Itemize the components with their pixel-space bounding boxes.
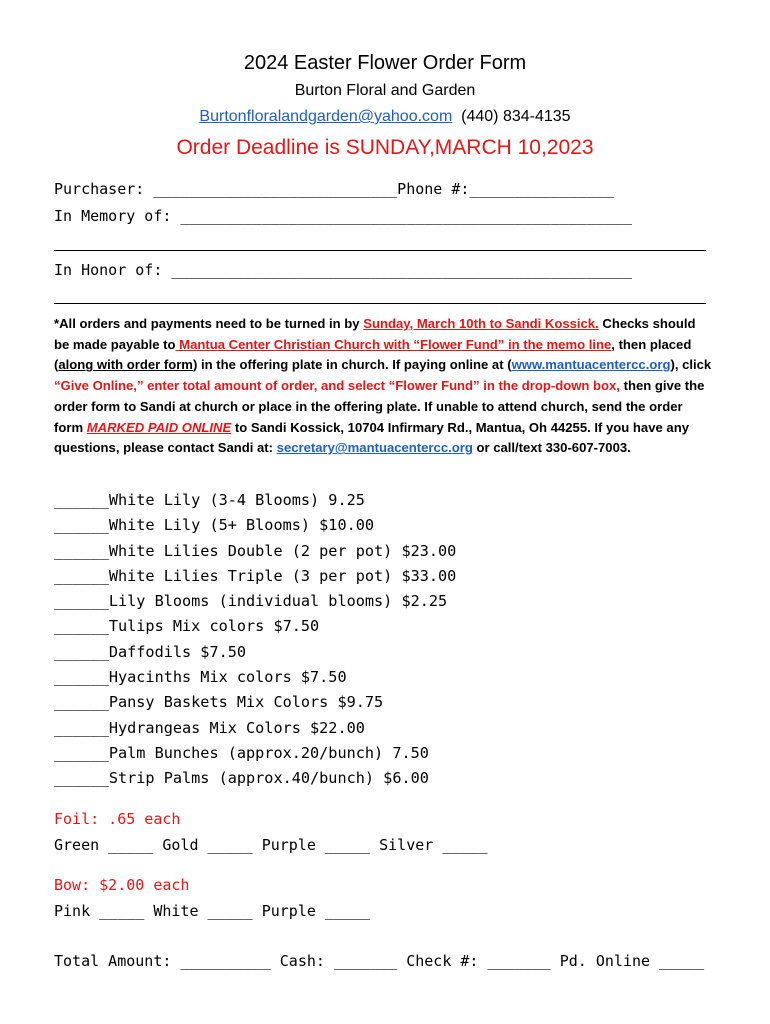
notes-marked-paid: MARKED PAID ONLINE <box>86 419 232 435</box>
church-website-link[interactable]: www.mantuacentercc.org <box>511 357 671 373</box>
list-item[interactable]: ______Hyacinths Mix colors $7.50 <box>54 668 347 687</box>
notes-text: , then placed ( <box>54 336 692 373</box>
memory-extra-line[interactable] <box>54 250 706 251</box>
in-memory-of-line[interactable]: In Memory of: __________________________________________________ <box>54 207 632 225</box>
notes-text: ), click <box>670 357 712 373</box>
notes-emphasis: along with order form <box>58 357 193 373</box>
list-item[interactable]: ______White Lily (3-4 Blooms) 9.25 <box>54 491 365 509</box>
email-link[interactable]: Burtonfloralandgarden@yahoo.com <box>199 108 453 125</box>
flower-item-list <box>54 488 456 792</box>
notes-text: *All orders and payments need to be turned in by <box>54 316 364 331</box>
notes-payable-to: Mantua Center Christian Church with “Flower Fund” in the memo line <box>175 336 612 352</box>
total-amount-line[interactable]: Total Amount: __________ Cash: _______ Check #: _______ Pd. Online _____ <box>54 952 705 970</box>
list-item[interactable]: ______Pansy Baskets Mix Colors $9.75 <box>54 693 384 712</box>
list-item[interactable]: ______Strip Palms (approx.40/bunch) $6.00 <box>54 769 429 788</box>
list-item[interactable]: ______White Lily (5+ Blooms) $10.00 <box>54 516 375 535</box>
list-item[interactable]: ______Palm Bunches (approx.20/bunch) 7.50 <box>54 743 429 762</box>
payment-instructions <box>54 314 714 459</box>
notes-due-date: Sunday, March 10th to Sandi Kossick. <box>363 316 599 331</box>
notes-text: Checks should be made payable to <box>54 316 696 352</box>
list-item[interactable]: ______Hydrangeas Mix Colors $22.00 <box>54 718 365 737</box>
notes-online-instructions: “Give Online,” enter total amount of order, and select “Flower Fund” in the drop-down box, <box>54 378 620 394</box>
notes-text: then give the order form to Sandi at church or place in the offering plate. If unable to attend church, send the order form <box>54 378 705 435</box>
list-item[interactable]: ______Lily Blooms (individual blooms) $2.25 <box>54 592 448 611</box>
bow-title: Bow: $2.00 each <box>54 876 190 894</box>
in-honor-of-line[interactable]: In Honor of: ___________________________________________________ <box>54 261 632 279</box>
bow-options[interactable]: Pink _____ White _____ Purple _____ <box>54 902 371 920</box>
notes-text: to Sandi Kossick, 10704 Infirmary Rd., Mantua, Oh 44255. If you have any questions, please contact Sandi at: <box>54 419 689 456</box>
list-item[interactable]: ______Tulips Mix colors $7.50 <box>54 617 320 636</box>
foil-title: Foil: .65 each <box>54 810 181 828</box>
business-name: Burton Floral and Garden <box>294 82 476 99</box>
list-item[interactable]: ______White Lilies Triple (3 per pot) $33.00 <box>54 566 457 585</box>
secretary-email-link[interactable]: secretary@mantuacentercc.org <box>276 440 473 456</box>
order-deadline: Order Deadline is SUNDAY,MARCH 10,2023 <box>176 136 594 159</box>
notes-text: or call/text 330-607-7003. <box>472 440 631 456</box>
purchaser-phone-line[interactable]: Purchaser: ___________________________Phone #:________________ <box>54 180 614 198</box>
notes-text: ) in the offering plate in church. If paying online at ( <box>192 357 512 373</box>
phone-number: (440) 834-4135 <box>461 108 571 125</box>
list-item[interactable]: ______White Lilies Double (2 per pot) $23.00 <box>54 541 457 560</box>
contact-line <box>0 108 770 126</box>
list-item[interactable]: ______Daffodils $7.50 <box>54 642 247 661</box>
honor-extra-line[interactable] <box>54 303 706 304</box>
foil-options[interactable]: Green _____ Gold _____ Purple _____ Silver _____ <box>54 836 488 854</box>
form-title: 2024 Easter Flower Order Form <box>243 52 527 74</box>
